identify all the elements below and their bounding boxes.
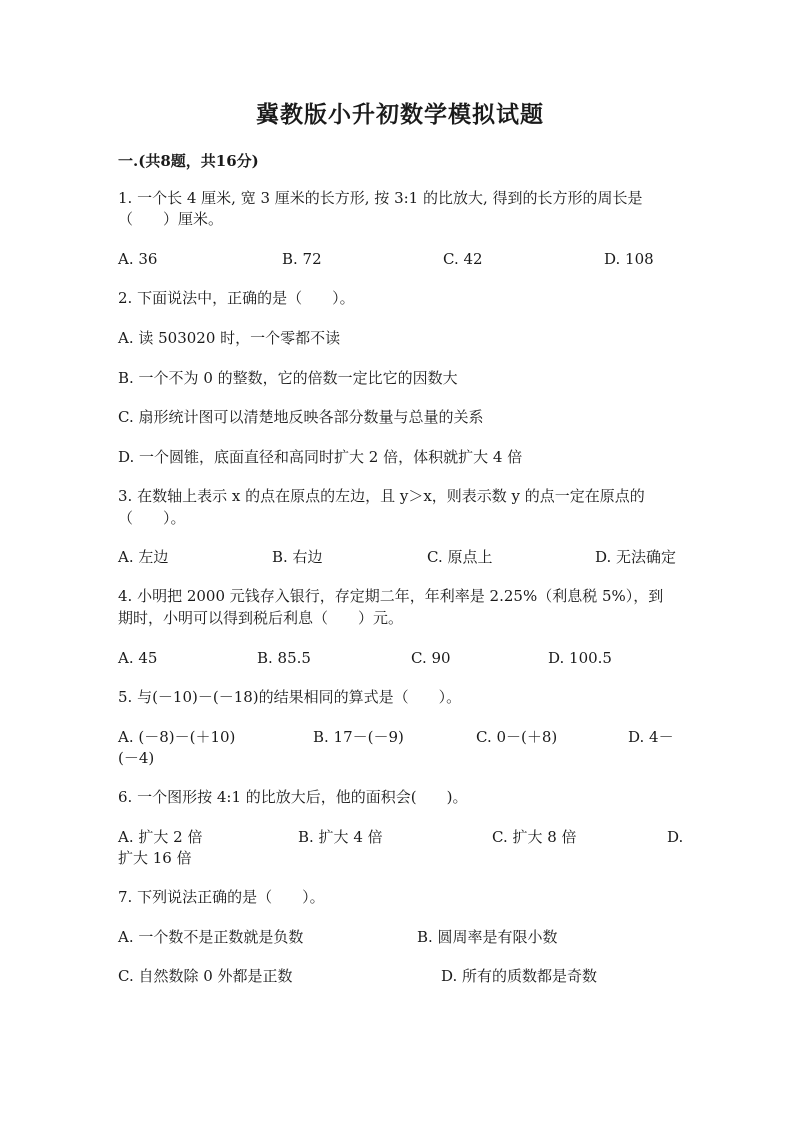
question-3-option-c: C. 原点上 xyxy=(427,548,493,566)
question-4-stem-line2: 期时，小明可以得到税后利息（ ）元。 xyxy=(118,609,404,627)
question-6-option-d: D. xyxy=(667,828,684,846)
question-5-option-d-continued: (－4) xyxy=(118,749,155,767)
question-4-option-a: A. 45 xyxy=(118,649,158,667)
question-1-option-b: B. 72 xyxy=(282,250,322,268)
question-1-stem-line2: （ ）厘米。 xyxy=(118,210,224,228)
question-1-option-c: C. 42 xyxy=(443,250,483,268)
question-7-stem: 7. 下列说法正确的是（ ）。 xyxy=(118,888,325,906)
question-7-option-a: A. 一个数不是正数就是负数 xyxy=(118,928,304,946)
question-5-option-d: D. 4－ xyxy=(628,728,674,746)
question-5-option-c: C. 0－(＋8) xyxy=(476,728,558,746)
question-6-stem: 6. 一个图形按 4:1 的比放大后，他的面积会( )。 xyxy=(118,788,468,806)
question-3-option-b: B. 右边 xyxy=(272,548,323,566)
question-2-option-d: D. 一个圆锥，底面直径和高同时扩大 2 倍，体积就扩大 4 倍 xyxy=(118,448,523,466)
question-6-option-a: A. 扩大 2 倍 xyxy=(118,828,203,846)
question-7-option-d: D. 所有的质数都是奇数 xyxy=(441,967,598,985)
question-2-option-b: B. 一个不为 0 的整数，它的倍数一定比它的因数大 xyxy=(118,369,458,387)
question-5-stem: 5. 与(－10)－(－18)的结果相同的算式是（ ）。 xyxy=(118,688,462,706)
question-2-option-a: A. 读 503020 时，一个零都不读 xyxy=(118,329,341,347)
question-6-option-b: B. 扩大 4 倍 xyxy=(298,828,383,846)
question-3-option-d: D. 无法确定 xyxy=(595,548,677,566)
question-7-option-b: B. 圆周率是有限小数 xyxy=(417,928,558,946)
question-3-option-a: A. 左边 xyxy=(118,548,169,566)
page-title: 冀教版小升初数学模拟试题 xyxy=(256,101,544,128)
question-7-option-c: C. 自然数除 0 外都是正数 xyxy=(118,967,293,985)
question-1-option-a: A. 36 xyxy=(118,250,158,268)
question-2-stem: 2. 下面说法中，正确的是（ ）。 xyxy=(118,289,355,307)
question-2-option-c: C. 扇形统计图可以清楚地反映各部分数量与总量的关系 xyxy=(118,408,484,426)
question-4-option-b: B. 85.5 xyxy=(257,649,311,667)
question-4-option-d: D. 100.5 xyxy=(548,649,612,667)
question-4-stem-line1: 4. 小明把 2000 元钱存入银行，存定期二年，年利率是 2.25%（利息税 5%），到 xyxy=(118,587,664,605)
question-3-stem-line2: （ ）。 xyxy=(118,509,186,527)
question-4-option-c: C. 90 xyxy=(411,649,451,667)
question-5-option-b: B. 17－(－9) xyxy=(313,728,404,746)
question-1-stem-line1: 1. 一个长 4 厘米, 宽 3 厘米的长方形, 按 3:1 的比放大, 得到的长方形的周长是 xyxy=(118,189,643,207)
question-1-option-d: D. 108 xyxy=(604,250,654,268)
question-6-option-c: C. 扩大 8 倍 xyxy=(492,828,577,846)
question-6-option-d-continued: 扩大 16 倍 xyxy=(118,849,192,867)
question-5-option-a: A. (－8)－(＋10) xyxy=(118,728,236,746)
section-header: 一.(共8题，共16分) xyxy=(118,152,259,170)
question-3-stem-line1: 3. 在数轴上表示 x 的点在原点的左边，且 y＞x，则表示数 y 的点一定在原点的 xyxy=(118,487,645,505)
